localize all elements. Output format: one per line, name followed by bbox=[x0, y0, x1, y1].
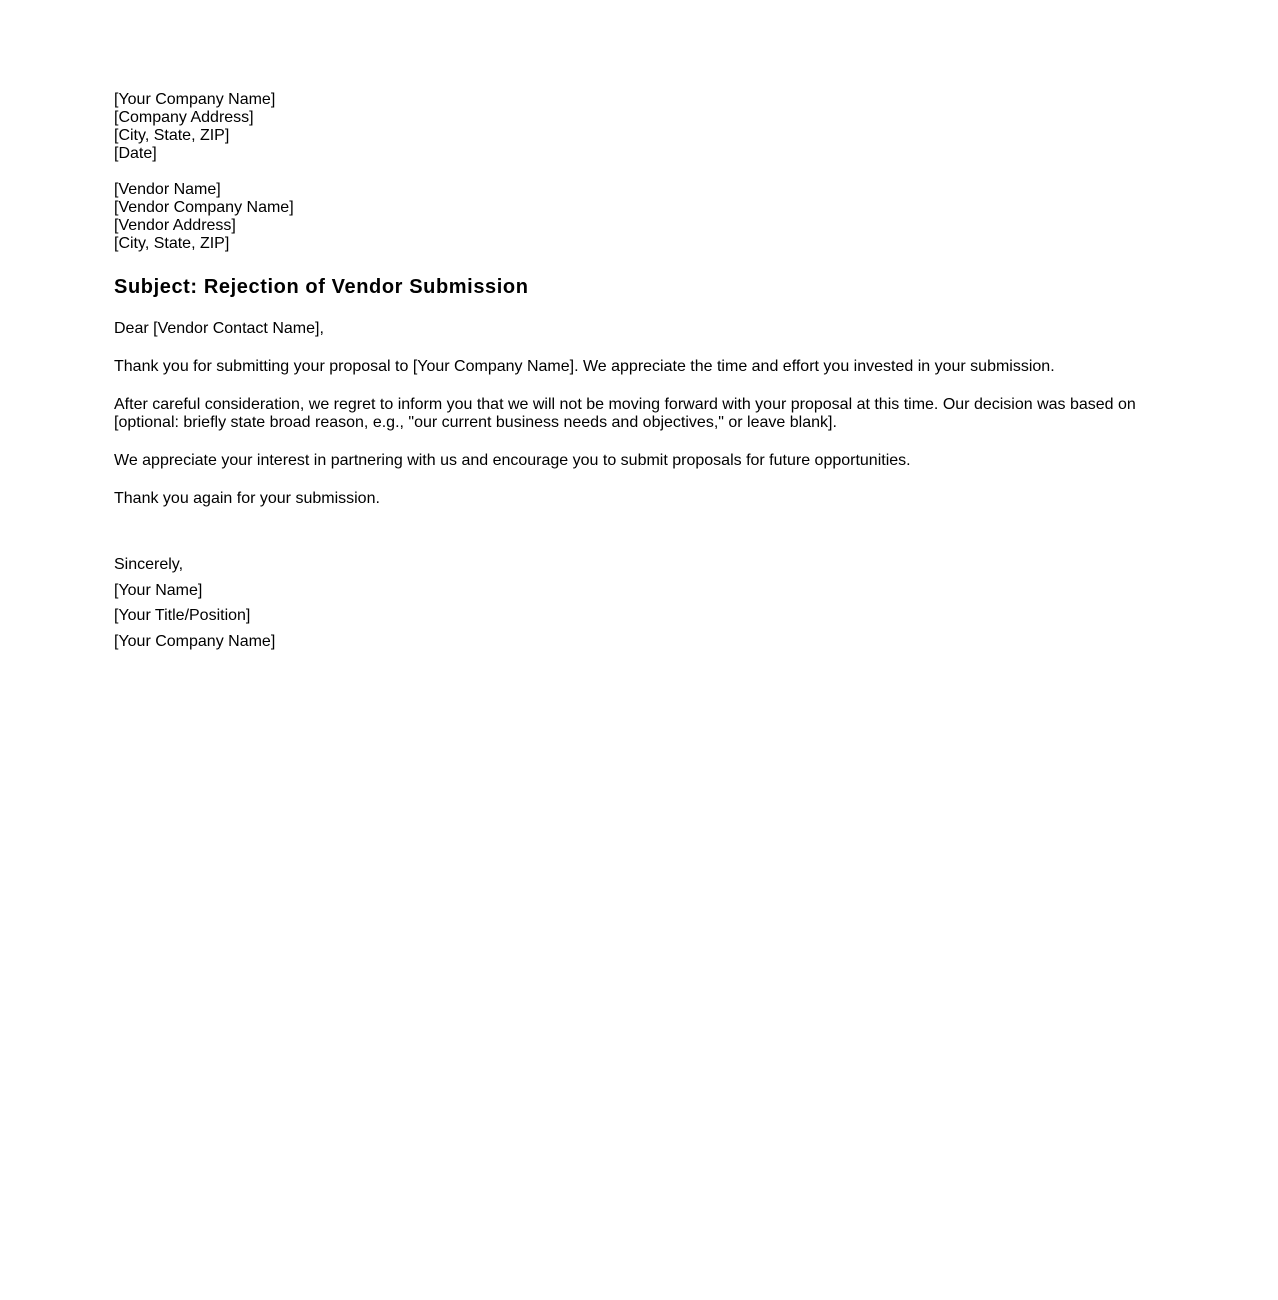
sender-company-name: [Your Company Name] bbox=[114, 91, 276, 108]
letter-document bbox=[114, 91, 1154, 654]
subject-heading: Subject: Rejection of Vendor Submission bbox=[114, 276, 529, 298]
sender-company-address: [Company Address] bbox=[114, 109, 254, 126]
sender-city-state-zip: [City, State, ZIP] bbox=[114, 127, 230, 144]
vendor-city-state-zip: [City, State, ZIP] bbox=[114, 235, 230, 252]
signer-company: [Your Company Name] bbox=[114, 632, 276, 650]
body-paragraph-thanks: Thank you for submitting your proposal to [Your Company Name]. We appreciate the time and effort you invested in your submission. bbox=[114, 358, 1055, 375]
vendor-name: [Vendor Name] bbox=[114, 181, 221, 198]
body-paragraph-future: We appreciate your interest in partnering with us and encourage you to submit proposals for future opportunities. bbox=[114, 452, 911, 469]
body-paragraph-closing-thanks: Thank you again for your submission. bbox=[114, 490, 380, 507]
valediction: Sincerely, bbox=[114, 556, 184, 573]
letter-date: [Date] bbox=[114, 145, 157, 162]
spacer bbox=[114, 163, 1154, 181]
salutation: Dear [Vendor Contact Name], bbox=[114, 320, 324, 337]
recipient-address-block bbox=[114, 181, 1154, 253]
signer-title: [Your Title/Position] bbox=[114, 607, 251, 625]
sender-address-block bbox=[114, 91, 1154, 163]
signer-name: [Your Name] bbox=[114, 581, 203, 599]
body-paragraph-decision: After careful consideration, we regret to inform you that we will not be moving forward with your proposal at this time. Our decision was based on [optional: briefly state broad reason, e.g., "our current business needs and objectives," or leave blank]. bbox=[114, 396, 1136, 431]
vendor-company-name: [Vendor Company Name] bbox=[114, 199, 294, 216]
signature-block bbox=[114, 552, 1154, 654]
vendor-address: [Vendor Address] bbox=[114, 217, 236, 234]
